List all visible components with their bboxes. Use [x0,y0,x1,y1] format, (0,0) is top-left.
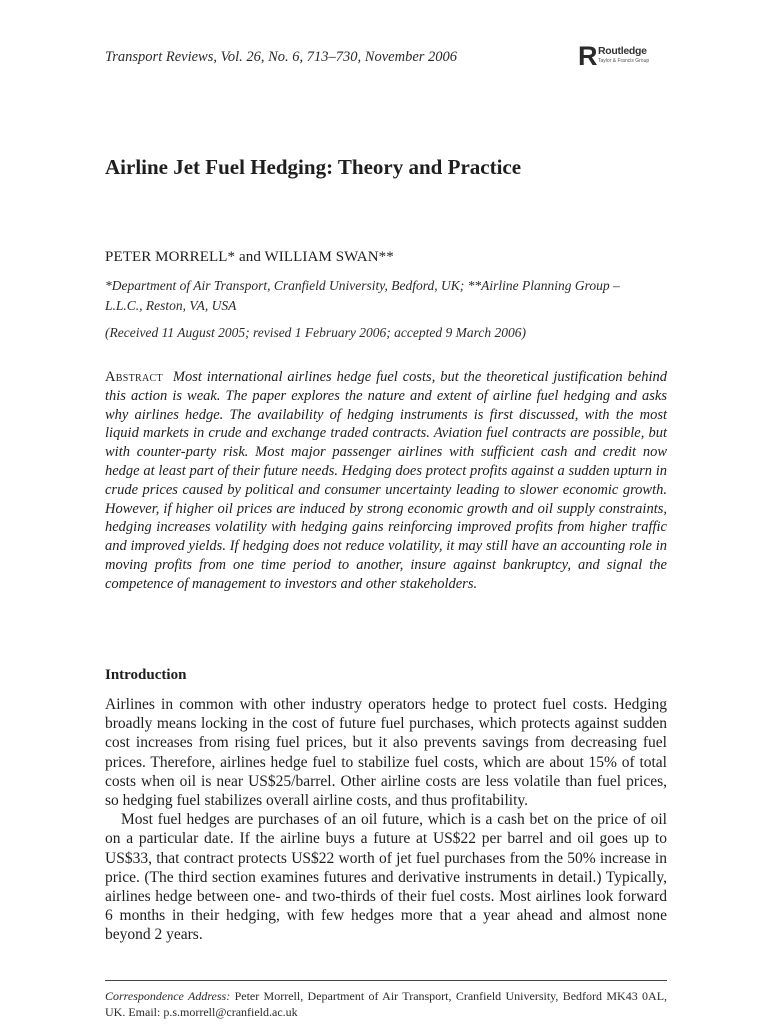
abstract-text: Most international airlines hedge fuel costs, but the theoretical justification behind this action is weak. The paper explores the nature and extent of airline fuel hedging and asks why airlines hedge. The availability of hedging instruments is first discussed, with the most liquid markets in crude and exchange traded contracts. Aviation fuel contracts are possible, but with counter-party risk. Most major passenger airlines with sufficient cash and credit now hedge at least part of their future needs. Hedging does protect profits against a sudden upturn in crude prices caused by political and consumer uncertainty leading to slower economic growth. However, if higher oil prices are induced by strong economic growth and oil supply constraints, hedging increases volatility with hedging gains reinforcing improved profits from higher traffic and improved yields. If hedging does not reduce volatility, it may still have an accounting role in moving profits from one time period to another, insure against bankruptcy, and signal the competence of management to investors and other stakeholders. [105,369,667,592]
journal-citation: Transport Reviews, Vol. 26, No. 6, 713–730, November 2006 [105,49,458,65]
abstract-label: Abstract [105,369,163,385]
footnote-divider [105,980,667,981]
paragraph: Airlines in common with other industry operators hedge to protect fuel costs. Hedging broadly means locking in the cost of future fuel purchases, which protects against sudden cost increases from rising fuel prices, but it also prevents savings from decreasing fuel prices. Therefore, airlines hedge fuel to stabilize fuel costs, which are about 15% of total costs when oil is near US$25/barrel. Other airline costs are less volatile than fuel prices, so hedging fuel stabilizes overall airline costs, and thus profitability. [105,696,667,810]
routledge-logo-mark: R [578,41,597,71]
abstract [105,368,667,594]
article-authors: PETER MORRELL* and WILLIAM SWAN** [105,249,394,265]
correspondence-label: Correspondence Address: [105,989,231,1003]
routledge-logo [578,42,670,72]
correspondence-footnote [105,988,667,1020]
paragraph: Most fuel hedges are purchases of an oil future, which is a cash bet on the price of oil on a particular date. If the airline buys a future at US$22 per barrel and oil goes up to US$33, that contract protects US$22 worth of jet fuel purchases from the 50% increase in price. (The third section examines futures and derivative instruments in detail.) Typically, airlines hedge between one- and two-thirds of their fuel costs. Most airlines look forward 6 months in their hedging, with few hedges more that a year ahead and almost none beyond 2 years. [105,811,667,944]
routledge-logo-subtitle: Taylor & Francis Group [598,58,650,64]
correspondence-text: Peter Morrell, Department of Air Transport, Cranfield University, Bedford MK43 0AL, UK. Email: p.s.morrell@cranfield.ac.uk [105,989,668,1019]
article-title: Airline Jet Fuel Hedging: Theory and Practice [105,155,522,179]
section-heading: Introduction [105,667,187,683]
received-dates: (Received 11 August 2005; revised 1 February 2006; accepted 9 March 2006) [105,325,526,340]
author-affiliations: *Department of Air Transport, Cranfield University, Bedford, UK; **Airline Planning Group – L.L.C., Reston, VA, USA [105,278,620,313]
routledge-logo-name: Routledge [598,45,647,57]
introduction-body [105,695,667,945]
